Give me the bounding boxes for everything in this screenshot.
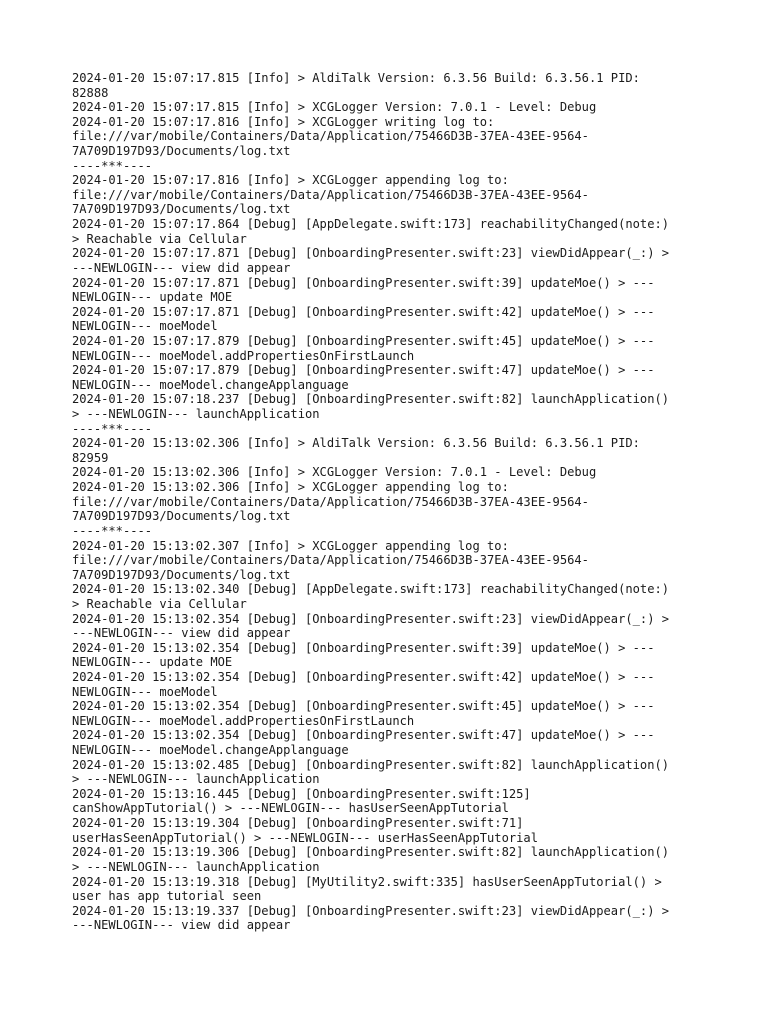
log-line: 2024-01-20 15:13:16.445 [Debug] [OnboardingPresenter.swift:125]	[72, 786, 531, 801]
log-line: 2024-01-20 15:07:17.871 [Debug] [OnboardingPresenter.swift:23] viewDidAppear(_:) >	[72, 246, 670, 261]
log-line: NEWLOGIN--- moeModel	[72, 319, 218, 334]
log-line: 2024-01-20 15:07:17.815 [Info] > XCGLogger Version: 7.0.1 - Level: Debug	[72, 100, 597, 115]
log-line: 2024-01-20 15:07:18.237 [Debug] [OnboardingPresenter.swift:82] launchApplication()	[72, 392, 670, 407]
log-line: NEWLOGIN--- moeModel.addPropertiesOnFirstLaunch	[72, 348, 415, 363]
log-line: > Reachable via Cellular	[72, 231, 247, 246]
log-line: file:///var/mobile/Containers/Data/Application/75466D3B-37EA-43EE-9564-	[72, 494, 589, 509]
log-line: 2024-01-20 15:13:02.340 [Debug] [AppDelegate.swift:173] reachabilityChanged(note:)	[72, 582, 670, 597]
log-text-block	[72, 71, 696, 933]
log-line: NEWLOGIN--- update MOE	[72, 290, 233, 305]
log-line: ----***----	[72, 523, 153, 538]
log-line: file:///var/mobile/Containers/Data/Application/75466D3B-37EA-43EE-9564-	[72, 187, 589, 202]
log-line: > Reachable via Cellular	[72, 596, 247, 611]
log-line: 7A709D197D93/Documents/log.txt	[72, 144, 291, 159]
log-line: ----***----	[72, 421, 153, 436]
log-line: ---NEWLOGIN--- view did appear	[72, 626, 291, 641]
log-line: 2024-01-20 15:07:17.871 [Debug] [OnboardingPresenter.swift:39] updateMoe() > ---	[72, 275, 655, 290]
log-line: > ---NEWLOGIN--- launchApplication	[72, 407, 320, 422]
log-line: 2024-01-20 15:13:02.354 [Debug] [OnboardingPresenter.swift:23] viewDidAppear(_:) >	[72, 611, 670, 626]
log-line: 2024-01-20 15:07:17.815 [Info] > AldiTalk Version: 6.3.56 Build: 6.3.56.1 PID:	[72, 71, 640, 85]
log-line: 2024-01-20 15:13:19.306 [Debug] [OnboardingPresenter.swift:82] launchApplication()	[72, 845, 670, 860]
log-line: file:///var/mobile/Containers/Data/Application/75466D3B-37EA-43EE-9564-	[72, 129, 589, 144]
log-line: > ---NEWLOGIN--- launchApplication	[72, 772, 320, 787]
log-line: 2024-01-20 15:13:02.354 [Debug] [OnboardingPresenter.swift:45] updateMoe() > ---	[72, 699, 655, 714]
log-line: 2024-01-20 15:07:17.816 [Info] > XCGLogger writing log to:	[72, 114, 495, 129]
log-line: NEWLOGIN--- moeModel	[72, 684, 218, 699]
log-line: 2024-01-20 15:13:02.306 [Info] > XCGLogger Version: 7.0.1 - Level: Debug	[72, 465, 597, 480]
log-line: ---NEWLOGIN--- view did appear	[72, 918, 291, 933]
log-line: 2024-01-20 15:07:17.871 [Debug] [OnboardingPresenter.swift:42] updateMoe() > ---	[72, 304, 655, 319]
log-line: 2024-01-20 15:13:02.354 [Debug] [OnboardingPresenter.swift:47] updateMoe() > ---	[72, 728, 655, 743]
log-line: canShowAppTutorial() > ---NEWLOGIN--- hasUserSeenAppTutorial	[72, 801, 509, 816]
log-line: NEWLOGIN--- moeModel.changeApplanguage	[72, 743, 349, 758]
log-line: user has app tutorial seen	[72, 889, 262, 904]
log-line: 2024-01-20 15:13:19.304 [Debug] [OnboardingPresenter.swift:71]	[72, 816, 524, 831]
log-line: 2024-01-20 15:13:02.307 [Info] > XCGLogger appending log to:	[72, 538, 509, 553]
log-line: 2024-01-20 15:07:17.816 [Info] > XCGLogger appending log to:	[72, 173, 509, 188]
log-line: 2024-01-20 15:13:02.354 [Debug] [OnboardingPresenter.swift:42] updateMoe() > ---	[72, 669, 655, 684]
log-line: 2024-01-20 15:13:19.337 [Debug] [OnboardingPresenter.swift:23] viewDidAppear(_:) >	[72, 903, 670, 918]
log-line: userHasSeenAppTutorial() > ---NEWLOGIN--- userHasSeenAppTutorial	[72, 830, 538, 845]
log-line: 82888	[72, 85, 109, 100]
log-line: 2024-01-20 15:07:17.879 [Debug] [OnboardingPresenter.swift:45] updateMoe() > ---	[72, 333, 655, 348]
log-line: 2024-01-20 15:13:02.306 [Info] > AldiTalk Version: 6.3.56 Build: 6.3.56.1 PID:	[72, 436, 640, 451]
log-line: NEWLOGIN--- moeModel.changeApplanguage	[72, 377, 349, 392]
log-line: NEWLOGIN--- moeModel.addPropertiesOnFirstLaunch	[72, 713, 415, 728]
log-line: 2024-01-20 15:13:02.306 [Info] > XCGLogger appending log to:	[72, 480, 509, 495]
log-line: ----***----	[72, 158, 153, 173]
log-line: 7A709D197D93/Documents/log.txt	[72, 509, 291, 524]
log-line: 2024-01-20 15:07:17.879 [Debug] [OnboardingPresenter.swift:47] updateMoe() > ---	[72, 363, 655, 378]
log-line: file:///var/mobile/Containers/Data/Application/75466D3B-37EA-43EE-9564-	[72, 553, 589, 568]
log-line: 2024-01-20 15:13:19.318 [Debug] [MyUtility2.swift:335] hasUserSeenAppTutorial() >	[72, 874, 662, 889]
log-line: ---NEWLOGIN--- view did appear	[72, 260, 291, 275]
log-line: 82959	[72, 450, 109, 465]
log-line: > ---NEWLOGIN--- launchApplication	[72, 859, 320, 874]
log-line: 2024-01-20 15:13:02.485 [Debug] [OnboardingPresenter.swift:82] launchApplication()	[72, 757, 670, 772]
log-line: 2024-01-20 15:07:17.864 [Debug] [AppDelegate.swift:173] reachabilityChanged(note:)	[72, 217, 670, 232]
log-line: NEWLOGIN--- update MOE	[72, 655, 233, 670]
log-line: 7A709D197D93/Documents/log.txt	[72, 202, 291, 217]
log-line: 2024-01-20 15:13:02.354 [Debug] [OnboardingPresenter.swift:39] updateMoe() > ---	[72, 640, 655, 655]
log-line: 7A709D197D93/Documents/log.txt	[72, 567, 291, 582]
